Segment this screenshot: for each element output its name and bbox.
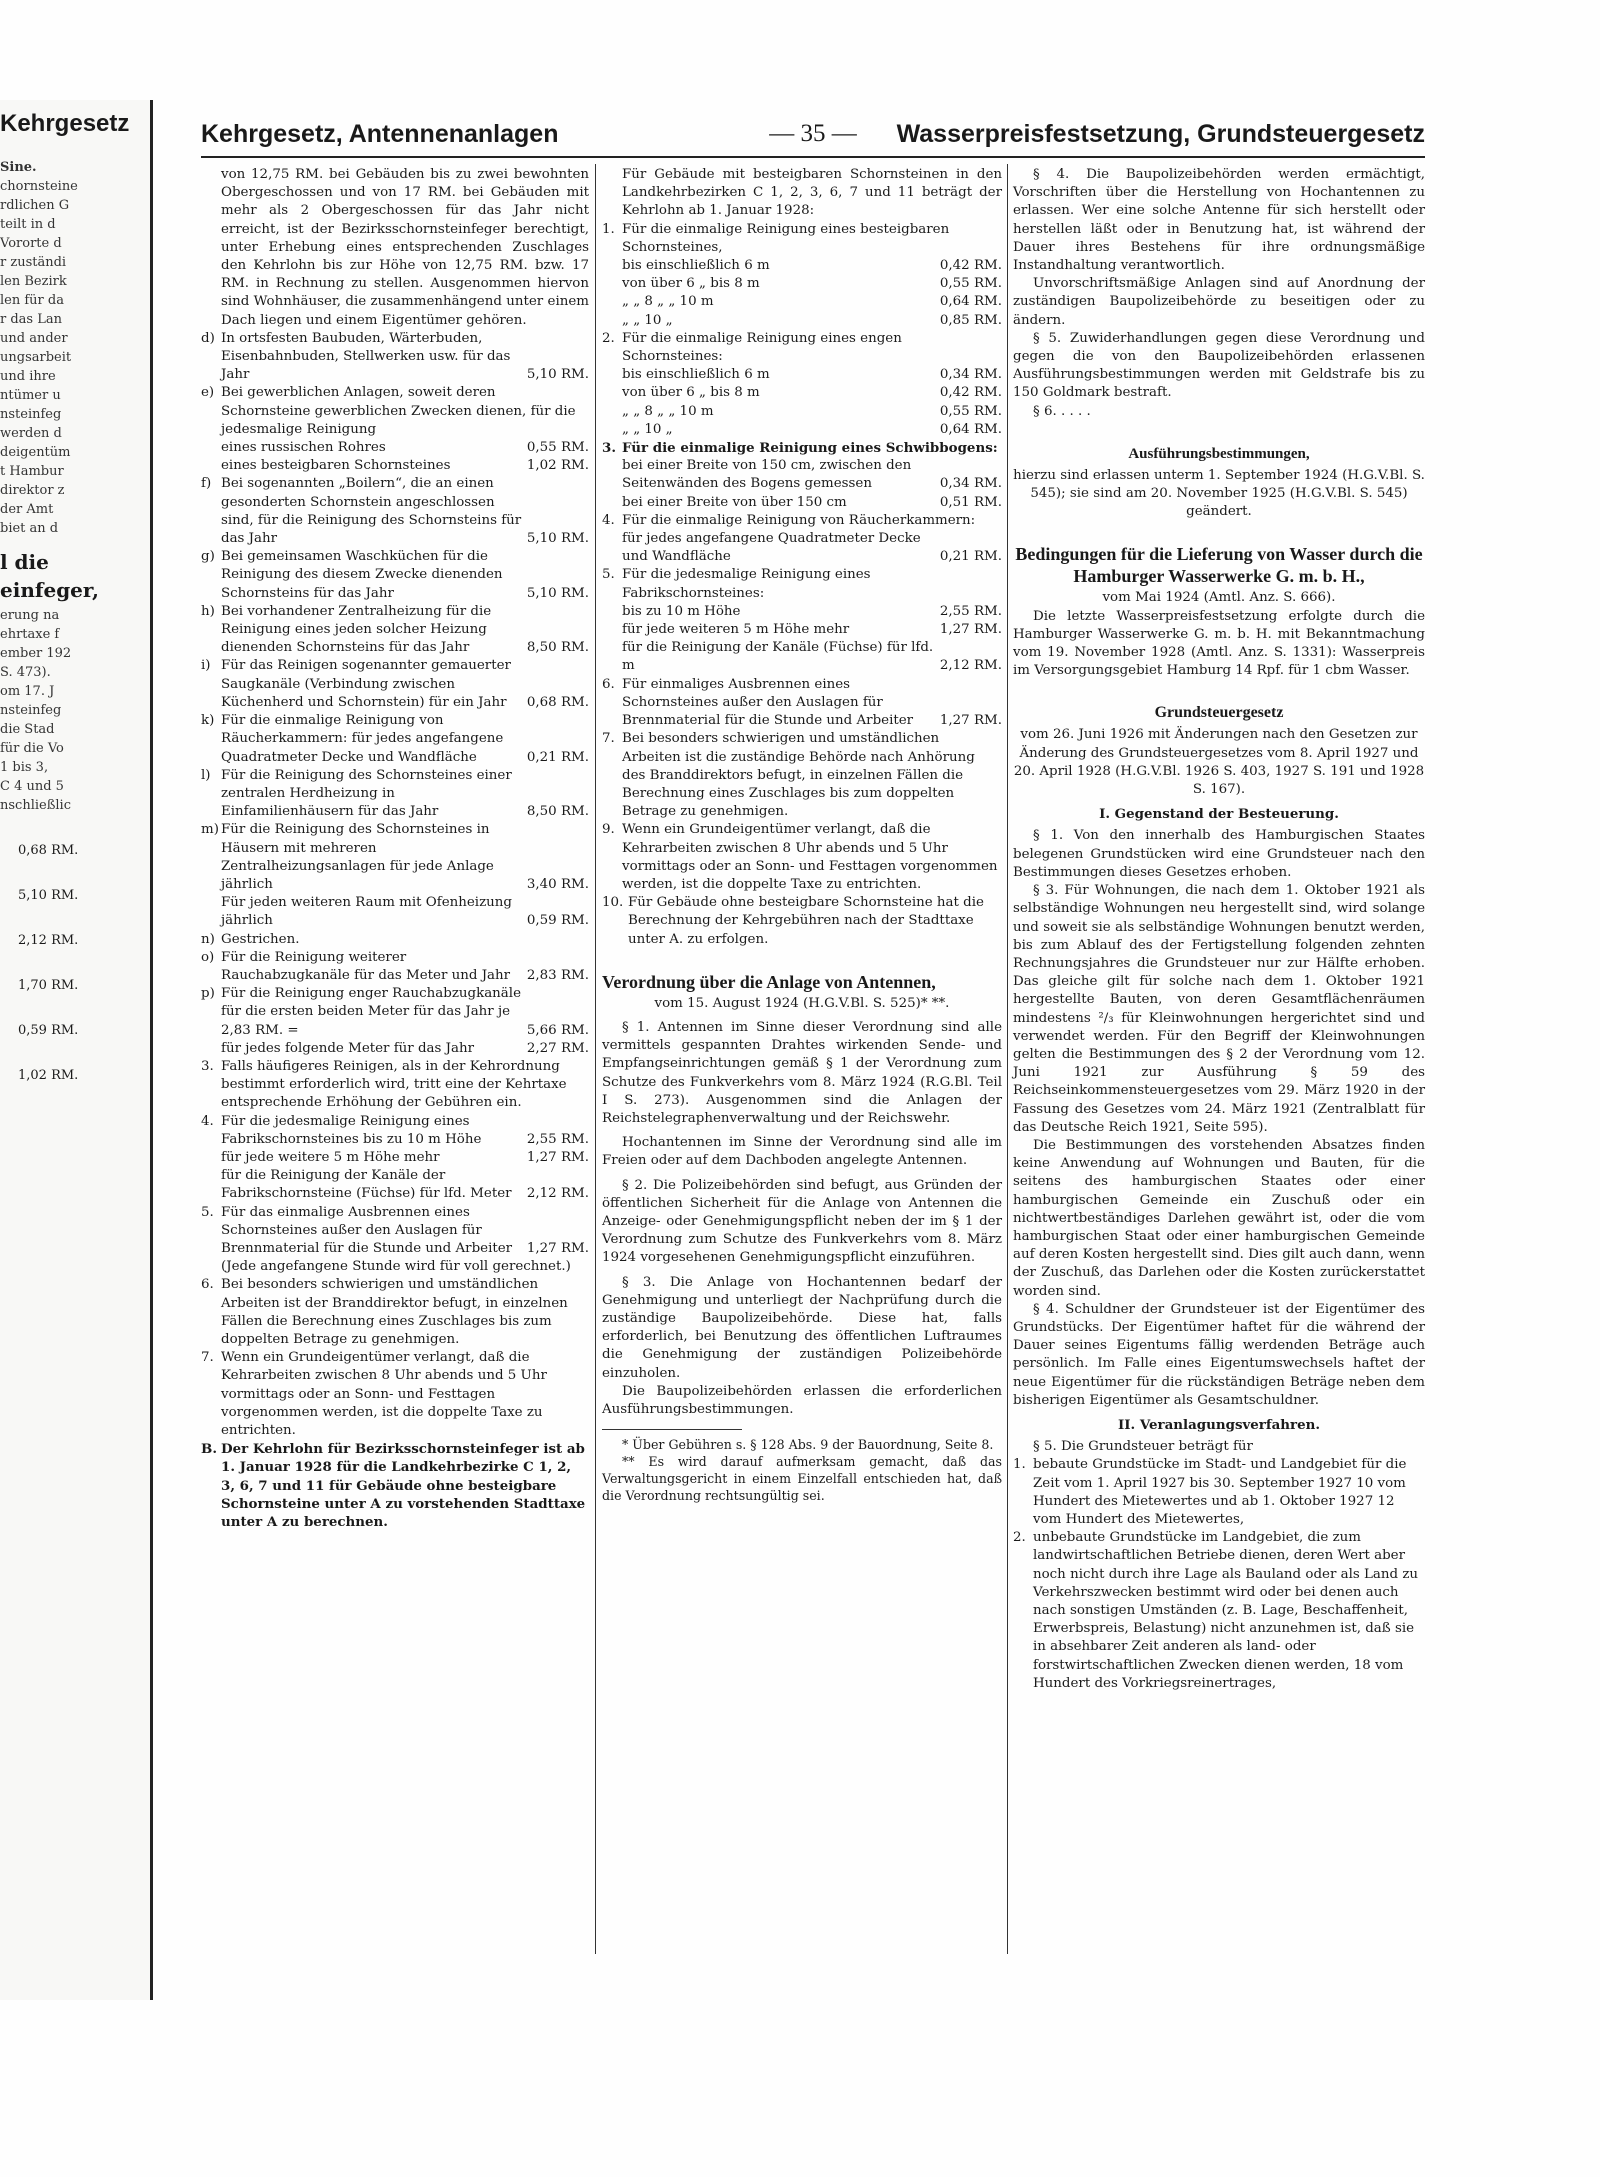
tariff-subitem xyxy=(201,1167,589,1203)
item-text: unbebaute Grundstücke im Landgebiet, die zum landwirtschaftlichen Betriebe dienen, deren Wert aber noch nicht durch ihre Lage als Bauland oder als Land zu Verkehrszwecken bestimmt wird oder bei denen auch nach sonstigen Umständen (z. B. Lage, Beschaffenheit, Erwerbspreis, Belastung) nicht anzunehmen ist, daß sie in absehbarer Zeit anderen als land- oder forstwirtschaftlichen Zwecken dienen werden, 18 vom Hundert des Vorkriegsreinertrages, xyxy=(1033,1530,1419,1691)
tariff-subitem xyxy=(602,621,1002,639)
adjacent-page-line: 0,59 RM. xyxy=(18,1023,79,1038)
item-label: h) xyxy=(201,603,215,619)
adjacent-page-line: 1,02 RM. xyxy=(18,1068,79,1083)
item-text: Bei gemeinsamen Waschküchen für die Reinigung des diesem Zwecke dienenden Schornsteins für das Jahr xyxy=(221,549,503,601)
item-text: Bei vorhandener Zentralheizung für die Reinigung eines jeden solcher Heizung dienenden Schornsteins für das Jahr xyxy=(221,603,492,656)
item-price: 5,66 RM. xyxy=(526,1022,589,1038)
item-label: g) xyxy=(201,549,215,565)
footnote-rule xyxy=(602,1429,742,1430)
tariff-subitem xyxy=(201,1149,589,1167)
item-price: 1,27 RM. xyxy=(526,1149,589,1165)
adjacent-page-line: chornsteine xyxy=(0,179,78,194)
adjacent-page-subhead: Sine. xyxy=(0,160,37,175)
adjacent-page-line: direktor z xyxy=(0,483,65,498)
adjacent-page-line: der Amt xyxy=(0,502,54,517)
document-page xyxy=(165,108,1425,2008)
paragraph: Die Bestimmungen des vorstehenden Absatzes finden keine Anwendung auf Wohnungen und Bauten, für die seitens des hamburgischen Staates oder einer hamburgischen Gemeinde ein Zuschuß oder ein nichtwertbeständiges Darlehen gewährt ist, oder die vom hamburgischen Staat oder einer hamburgischen Gemeinde auf deren Kosten hergestellt sind. Dies gilt auch dann, wenn der Zuschuß, das Darlehen oder die Kosten zurückerstattet worden sind. xyxy=(1013,1137,1425,1299)
section-title-grundsteuer: Grundsteuergesetz xyxy=(1154,704,1284,722)
item-text: In ortsfesten Baubuden, Wärterbuden, Eisenbahnbuden, Stellwerken usw. für das Jahr xyxy=(221,330,511,383)
paragraph: Unvorschriftsmäßige Anlagen sind auf Anordnung der zuständigen Baupolizeibehörde zu beseitigen oder zu ändern. xyxy=(1013,276,1425,328)
item-label: 3. xyxy=(201,1058,214,1074)
tariff-subitem xyxy=(602,457,1002,493)
section-note: hierzu sind erlassen unterm 1. September 1924 (H.G.V.Bl. S. 545); sie sind am 20. November 1925 (H.G.V.Bl. S. 545) geändert. xyxy=(1013,467,1425,520)
column-1 xyxy=(201,166,589,1531)
item-price: 1,02 RM. xyxy=(526,458,589,474)
adjacent-page-line: om 17. J xyxy=(0,684,55,699)
subsection-title: I. Gegenstand der Besteuerung. xyxy=(1099,806,1339,823)
adjacent-page-line: ehrtaxe f xyxy=(0,627,60,642)
paragraph: § 5. Zuwiderhandlungen gegen diese Verordnung und gegen die von den Baupolizeibehörden erlassenen Ausführungsbestimmungen werden mit Geldstrafe bis zu 150 Goldmark bestraft. xyxy=(1013,330,1425,401)
item-label: 1. xyxy=(1013,1457,1026,1473)
item-text: Für die Reinigung enger Rauchabzugkanäle für die ersten beiden Meter für das Jahr je 2,83 RM. = xyxy=(221,986,521,1038)
tariff-subitem xyxy=(602,366,1002,384)
paragraph: § 4. Schuldner der Grundsteuer ist der Eigentümer des Grundstücks. Der Eigentümer haftet für die während der Dauer seines Eigentums fällig werdenden Beträge auch persönlich. Im Falle eines Eigentumswechsels haftet der neue Eigentümer für die rückständigen Beträge neben dem bisherigen Eigentümer als Gesamtschuldner. xyxy=(1013,1301,1425,1408)
paragraph: § 6. . . . . xyxy=(1033,403,1091,419)
item-text: „ „ 10 „ xyxy=(622,312,673,328)
tariff-subitem xyxy=(602,384,1002,402)
paragraph: § 4. Die Baupolizeibehörden werden ermächtigt, Vorschriften über die Herstellung von Hochantennen zu erlassen. Wer eine solche Antenne für sich herstellt oder herstellen läßt oder in Benutzung hat, ist während der Dauer ihres Bestehens für ihre ordnungsmäßige Instandhaltung verantwortlich. xyxy=(1013,167,1425,274)
item-label: 2. xyxy=(602,330,615,346)
adjacent-page-header: Kehrgesetz xyxy=(0,110,130,137)
paragraph: § 3. Für Wohnungen, die nach dem 1. Oktober 1921 als selbständige Wohnungen neu hergestellt sind, wird solange und soweit sie als selbständige Wohnungen benutzt werden, bis zum Ablauf des der Fertigstellung folgenden zehnten Rechnungsjahres die Grundsteuer nur zur Hälfte erhoben. Das gleiche gilt für solche nach dem 1. Oktober 1921 hergestellte Bauten, von deren Gesamtflächenräumen mindestens ²/₃ für Kleinwohnungen hergerichtet sind und verwendet werden. Für den Begriff der Kleinwohnungen gelten die Bestimmungen des § 2 der Verordnung vom 12. Juni 1921 zur Ausführung § 59 des Reichseinkommensteuergesetzes vom 29. März 1920 in der Fassung des Gesetzes vom 24. März 1921 (Zentralblatt für das Deutsche Reich 1921, Seite 595). xyxy=(1013,883,1425,1135)
section-date: vom 15. August 1924 (H.G.V.Bl. S. 525)* **. xyxy=(654,995,950,1011)
list-item xyxy=(1013,1529,1425,1693)
item-price: 0,51 RM. xyxy=(939,494,1002,510)
item-text: eines russischen Rohres xyxy=(221,440,386,456)
paragraph: § 3. Die Anlage von Hochantennen bedarf der Genehmigung und unterliegt der Nachprüfung durch die zuständige Baupolizeibehörde. Diese hat, falls erforderlich, bei Benutzung des öffentlichen Luftraumes die Genehmigung der zuständigen Polizeibehörde einzuholen. xyxy=(602,1274,1002,1381)
item-label: 10. xyxy=(602,895,624,911)
adjacent-page-line: biet an d xyxy=(0,521,59,536)
adjacent-page-line: werden d xyxy=(0,426,62,441)
item-price: 0,42 RM. xyxy=(939,385,1002,401)
item-price: 0,55 RM. xyxy=(939,276,1002,292)
tariff-item-6 xyxy=(201,1276,589,1349)
tariff-subitem xyxy=(602,403,1002,421)
item-price: 0,85 RM. xyxy=(939,312,1002,328)
item-price: 0,64 RM. xyxy=(939,421,1002,437)
tariff-item-9 xyxy=(602,821,1002,894)
item-price: 0,55 RM. xyxy=(526,440,589,456)
item-label: 7. xyxy=(201,1350,214,1366)
tariff-item-m xyxy=(201,821,589,894)
item-price: 0,59 RM. xyxy=(526,913,589,929)
item-text: „ „ 8 „ „ 10 m xyxy=(622,294,714,310)
adjacent-page-lines xyxy=(0,177,150,538)
tariff-subitem xyxy=(602,421,1002,439)
section-date: vom 26. Juni 1926 mit Änderungen nach den Gesetzen zur Änderung des Grundsteuergesetzes vom 8. April 1927 und 20. April 1928 (H.G.V.Bl. 1926 S. 403, 1927 S. 191 und 1928 S. 167). xyxy=(1013,727,1425,798)
item-text: bebaute Grundstücke im Stadt- und Landgebiet für die Zeit vom 1. April 1927 bis 30. September 1927 10 vom Hundert des Mietewertes und ab 1. Oktober 1927 12 vom Hundert des Mietewertes, xyxy=(1033,1457,1407,1527)
item-text: für jede weiteren 5 m Höhe mehr xyxy=(622,622,850,638)
item-label: f) xyxy=(201,476,212,492)
item-price: 5,10 RM. xyxy=(526,585,589,601)
item-text: „ „ 8 „ „ 10 m xyxy=(622,403,714,419)
tariff-subitem xyxy=(602,312,1002,330)
item-text: „ „ 10 „ xyxy=(622,421,673,437)
item-label: 7. xyxy=(602,731,615,747)
item-text: Für die einmalige Reinigung eines engen Schornsteines: xyxy=(622,330,902,365)
paragraph: § 1. Antennen im Sinne dieser Verordnung sind alle vermittels gespannten Drahtes wirkenden Sende- und Empfangseinrichtungen gemäß § 1 der Verordnung zum Schutze des Funkverkehrs vom 8. März 1924 (R.G.Bl. Teil I S. 273). Ausgenommen sind die Anlagen der Reichstelegraphenverwaltung und der Reichswehr. xyxy=(602,1019,1002,1126)
item-label: o) xyxy=(201,949,215,965)
tariff-item-n xyxy=(201,931,589,949)
item-text: für jedes folgende Meter für das Jahr xyxy=(221,1040,475,1056)
tariff-subitem xyxy=(201,439,589,457)
tariff-item-B xyxy=(201,1440,589,1531)
tariff-subitem xyxy=(602,603,1002,621)
item-text: Für die jedesmalige Reinigung eines Fabrikschornsteines: xyxy=(622,567,871,601)
item-text: Für das einmalige Ausbrennen eines Schornsteines außer den Auslagen für Brennmaterial für die Stunde und Arbeiter xyxy=(221,1204,513,1256)
item-label: n) xyxy=(201,931,215,947)
tariff-item-l xyxy=(201,767,589,822)
adjacent-page-line: 5,10 RM. xyxy=(18,888,79,903)
item-text: für jedes angefangene Quadratmeter Decke und Wandfläche xyxy=(622,531,921,565)
adjacent-page-line: und ihre xyxy=(0,369,56,384)
item-price: 8,50 RM. xyxy=(526,640,589,656)
item-text: Bei gewerblichen Anlagen, soweit deren Schornsteine gewerblichen Zwecken dienen, für die jedesmalige Reinigung xyxy=(221,385,576,437)
item-price: 2,83 RM. xyxy=(526,967,589,983)
tariff-item-7 xyxy=(201,1349,589,1440)
header-left: Kehrgesetz, Antennenanlagen xyxy=(201,120,559,148)
adjacent-page-line: nsteinfeg xyxy=(0,407,62,422)
item-price: 2,55 RM. xyxy=(526,1131,589,1147)
column-divider xyxy=(1007,164,1008,1954)
adjacent-page-line: 1 bis 3, xyxy=(0,760,49,775)
item-price: 1,27 RM. xyxy=(939,622,1002,638)
item-price: 1,27 RM. xyxy=(526,1240,589,1256)
item-price: 0,42 RM. xyxy=(939,258,1002,274)
adjacent-page-line: len für da xyxy=(0,293,64,308)
adjacent-page-line: S. 473). xyxy=(0,665,51,680)
item-text: für jede weitere 5 m Höhe mehr xyxy=(221,1149,440,1165)
adjacent-page-line: r das Lan xyxy=(0,312,62,327)
adjacent-page-line: t Hambur xyxy=(0,464,64,479)
paragraph: Die Baupolizeibehörden erlassen die erforderlichen Ausführungsbestimmungen. xyxy=(602,1383,1002,1417)
tariff-item-f xyxy=(201,475,589,548)
tariff-subitem xyxy=(602,639,1002,675)
item-label: k) xyxy=(201,713,215,729)
adjacent-page-edge xyxy=(0,100,153,2000)
adjacent-page-line: Vororte d xyxy=(0,236,62,251)
item-text: Für einmaliges Ausbrennen eines Schornsteines außer den Auslagen für Brennmaterial für die Stunde und Arbeiter xyxy=(622,676,914,729)
item-text: von über 6 „ bis 8 m xyxy=(622,385,760,401)
tariff-item-5 xyxy=(201,1204,589,1259)
item-label: 5. xyxy=(602,567,615,583)
column-3 xyxy=(1013,166,1425,1693)
item-price: 5,10 RM. xyxy=(526,367,589,383)
item-text: Bei sogenannten „Boilern“, die an einen gesonderten Schornstein angeschlossen sind, für die Reinigung des Schornsteins für das Jahr xyxy=(221,476,522,547)
item-price: 0,34 RM. xyxy=(939,367,1002,383)
tariff-subitem xyxy=(602,530,1002,566)
adjacent-page-line: rdlichen G xyxy=(0,198,70,213)
item-text: bis zu 10 m Höhe xyxy=(622,603,741,619)
column-divider xyxy=(595,164,596,1954)
adjacent-page-line: nschließlic xyxy=(0,798,71,813)
paragraph: Für Gebäude mit besteigbaren Schornsteinen in den Landkehrbezirken C 1, 2, 3, 6, 7 und 11 beträgt der Kehrlohn ab 1. Januar 1928: xyxy=(622,167,1002,219)
item-label: 9. xyxy=(602,822,615,838)
item-text: Für die Reinigung des Schornsteines einer zentralen Herdheizung in Einfamilienhäusern für das Jahr xyxy=(221,767,512,820)
item-label: B. xyxy=(201,1441,217,1458)
item-label: 4. xyxy=(201,1113,214,1129)
tariff-subitem xyxy=(602,275,1002,293)
item-text: Der Kehrlohn für Bezirksschornsteinfeger ist ab 1. Januar 1928 für die Landkehrbezirke C 1, 2, 3, 6, 7 und 11 für Gebäude ohne besteigbare Schornsteine unter A zu vorstehenden Stadttaxe unter A zu berechnen. xyxy=(221,1441,586,1531)
item-label: 2. xyxy=(1013,1530,1026,1546)
tariff-item-e xyxy=(201,384,589,439)
adjacent-page-title-2: einfeger, xyxy=(0,578,99,602)
item-text: Wenn ein Grundeigentümer verlangt, daß die Kehrarbeiten zwischen 8 Uhr abends und 5 Uhr vormittags oder an Sonn- und Festtagen vorgenommen werden, ist die doppelte Taxe zu entrichten. xyxy=(221,1350,547,1439)
tariff-item-g xyxy=(201,548,589,603)
tariff-item-3 xyxy=(602,439,1002,457)
adjacent-page-line: ungsarbeit xyxy=(0,350,72,365)
tariff-subitem xyxy=(602,257,1002,275)
item-label: e) xyxy=(201,385,215,401)
item-label: 6. xyxy=(602,676,615,692)
paragraph: von 12,75 RM. bei Gebäuden bis zu zwei bewohnten Obergeschossen und von 17 RM. bei Gebäuden mit mehr als 2 Obergeschossen für das Jahr nicht erreicht, ist der Bezirksschornsteinfeger berechtigt, unter Erhebung eines entsprechenden Zuschlages den Kehrlohn bis zur Höhe von 12,75 RM. bzw. 17 RM. in Rechnung zu stellen. Ausgenommen hiervon sind Wohnhäuser, die zusammenhängend unter einem Dach liegen und einem Eigentümer gehören. xyxy=(221,167,589,328)
paragraph: § 1. Von den innerhalb des Hamburgischen Staates belegenen Grundstücken wird eine Grundsteuer nach den Bestimmungen dieses Gesetzes erhoben. xyxy=(1013,828,1425,880)
footnote: * Über Gebühren s. § 128 Abs. 9 der Bauordnung, Seite 8. xyxy=(622,1437,994,1453)
item-text: Für die jedesmalige Reinigung eines Fabrikschornsteines bis zu 10 m Höhe xyxy=(221,1113,482,1147)
item-label: m) xyxy=(201,822,219,838)
paragraph: § 5. Die Grundsteuer beträgt für xyxy=(1033,1439,1253,1455)
item-text: Wenn ein Grundeigentümer verlangt, daß die Kehrarbeiten zwischen 8 Uhr abends und 5 Uhr vormittags oder an Sonn- und Festtagen vorgenommen werden, ist die doppelte Taxe zu entrichten. xyxy=(622,822,998,892)
adjacent-page-line: 0,68 RM. xyxy=(18,843,79,858)
item-text: für die Reinigung der Kanäle der Fabrikschornsteine (Füchse) für lfd. Meter xyxy=(221,1168,512,1202)
item-label: 4. xyxy=(602,512,615,528)
adjacent-page-line: deigentüm xyxy=(0,445,71,460)
item-text: Für jeden weiteren Raum mit Ofenheizung jährlich xyxy=(221,895,512,929)
tariff-item-4 xyxy=(201,1113,589,1149)
adjacent-page-title: l die xyxy=(0,550,49,574)
adjacent-page-line: für die Vo xyxy=(0,741,64,756)
item-text: von über 6 „ bis 8 m xyxy=(622,276,760,292)
item-text: Falls häufigeres Reinigen, als in der Kehrordnung bestimmt erforderlich wird, tritt eine der Kehrtaxe entsprechende Erhöhung der Gebühren ein. xyxy=(221,1058,567,1111)
item-label: i) xyxy=(201,658,211,674)
subsection-title: II. Veranlagungsverfahren. xyxy=(1118,1416,1320,1433)
tariff-subitem xyxy=(602,494,1002,512)
tariff-item-o xyxy=(201,949,589,985)
item-text: Bei besonders schwierigen und umständlichen Arbeiten ist die zuständige Behörde nach Anhörung des Branddirektors befugt, in einzelnen Fällen die Berechnung eines Zuschlages bis zum doppelten Betrage zu genehmigen. xyxy=(622,731,975,820)
paragraph: Hochantennen im Sinne der Verordnung sind alle im Freien oder auf dem Dachboden angelegte Antennen. xyxy=(602,1135,1002,1169)
adjacent-page-line: teilt in d xyxy=(0,217,56,232)
tariff-item-4 xyxy=(602,512,1002,530)
section-title-antennas: Verordnung über die Anlage von Antennen, xyxy=(602,971,936,992)
tariff-item-2 xyxy=(602,330,1002,366)
item-label: 6. xyxy=(201,1277,214,1293)
item-text: für die Reinigung der Kanäle (Füchse) für lfd. m xyxy=(622,640,934,674)
adjacent-page-line: 1,70 RM. xyxy=(18,978,79,993)
tariff-subitem xyxy=(201,457,589,475)
item-label: 5. xyxy=(201,1204,214,1220)
item-price: 2,27 RM. xyxy=(526,1040,589,1056)
item-text: bis einschließlich 6 m xyxy=(622,258,770,274)
item-price: 2,12 RM. xyxy=(939,658,1002,674)
item-label: 1. xyxy=(602,221,615,237)
paragraph: Die letzte Wasserpreisfestsetzung erfolgte durch die Hamburger Wasserwerke G. m. b. H. mit Bekanntmachung vom 19. November 1928 (Amtl. Anz. S. 1331): Wasserpreis im Versorgungsgebiet Hamburg 14 Rpf. für 1 cbm Wasser. xyxy=(1013,608,1425,679)
item-text: Für die einmalige Reinigung von Räucherkammern: xyxy=(622,512,976,528)
item-text: Für die Reinigung des Schornsteines in Häusern mit mehreren Zentralheizungsanlagen für jede Anlage jährlich xyxy=(221,822,494,892)
column-2 xyxy=(602,166,1002,1504)
item-price: 2,12 RM. xyxy=(526,1186,589,1202)
item-price: 0,64 RM. xyxy=(939,294,1002,310)
header-right: Wasserpreisfestsetzung, Grundsteuergesetz xyxy=(896,120,1425,148)
item-price: 0,55 RM. xyxy=(939,403,1002,419)
item-text: Für das Reinigen sogenannter gemauerter Saugkanäle (Verbindung zwischen Küchenherd und Schornstein) für ein Jahr xyxy=(221,658,511,710)
item-note: (Jede angefangene Stunde wird für voll gerechnet.) xyxy=(221,1259,571,1275)
adjacent-page-line: ntümer u xyxy=(0,388,61,403)
item-price: 0,21 RM. xyxy=(526,749,589,765)
item-text: bei einer Breite von 150 cm, zwischen den Seitenwänden des Bogens gemessen xyxy=(622,458,912,492)
item-price: 3,40 RM. xyxy=(526,876,589,892)
item-text: Für die einmalige Reinigung eines Schwibbogens: xyxy=(622,440,998,457)
adjacent-page-line: die Stad xyxy=(0,722,55,737)
tariff-item-i xyxy=(201,657,589,712)
item-price: 5,10 RM. xyxy=(526,531,589,547)
tariff-item-d xyxy=(201,330,589,385)
tariff-subitem xyxy=(602,293,1002,311)
adjacent-page-line: r zuständi xyxy=(0,255,67,270)
tariff-item-6 xyxy=(602,676,1002,731)
item-price: 1,27 RM. xyxy=(939,713,1002,729)
tariff-item-1 xyxy=(602,221,1002,257)
section-title-wasser: Bedingungen für die Lieferung von Wasser durch die Hamburger Wasserwerke G. m. b. H., xyxy=(1015,544,1423,587)
item-price: 0,21 RM. xyxy=(939,549,1002,565)
tariff-item-p xyxy=(201,985,589,1040)
tariff-item-10 xyxy=(602,894,1002,949)
tariff-subitem xyxy=(201,894,589,930)
adjacent-page-lines-2 xyxy=(0,606,150,815)
item-price: 2,55 RM. xyxy=(939,603,1002,619)
paragraph: § 2. Die Polizeibehörden sind befugt, aus Gründen der öffentlichen Sicherheit für die Anlage von Antennen die Anzeige- oder Genehmigungspflicht neben der im § 1 der Verordnung zum Schutze des Funkverkehrs vom 8. März 1924 vorgesehenen Genehmigungspflicht einzuführen. xyxy=(602,1177,1002,1266)
adjacent-page-line: ember 192 xyxy=(0,646,72,661)
footnote: ** Es wird darauf aufmerksam gemacht, daß das Verwaltungsgericht in einem Einzelfall entschieden hat, daß die Verordnung rechtsungültig sei. xyxy=(602,1454,1002,1504)
item-text: Für Gebäude ohne besteigbare Schornsteine hat die Berechnung der Kehrgebühren nach der Stadttaxe unter A. zu erfolgen. xyxy=(628,895,984,947)
adjacent-page-line: nsteinfeg xyxy=(0,703,62,718)
item-label: 3. xyxy=(602,440,616,457)
item-text: bis einschließlich 6 m xyxy=(622,367,770,383)
tariff-item-h xyxy=(201,603,589,658)
list-item xyxy=(1013,1456,1425,1529)
item-price: 0,68 RM. xyxy=(526,694,589,710)
item-text: Gestrichen. xyxy=(221,931,300,947)
adjacent-page-line: 2,12 RM. xyxy=(18,933,79,948)
item-text: eines besteigbaren Schornsteines xyxy=(221,458,451,474)
item-text: Für die einmalige Reinigung von Räucherkammern: für jedes angefangene Quadratmeter Decke und Wandfläche xyxy=(221,713,504,765)
page-header xyxy=(201,120,1425,158)
tariff-item-k xyxy=(201,712,589,767)
adjacent-page-line: C 4 und 5 xyxy=(0,779,64,794)
tariff-item-5 xyxy=(602,566,1002,602)
section-title-ausfuehrung: Ausführungsbestimmungen, xyxy=(1128,445,1310,462)
tariff-item-7 xyxy=(602,730,1002,821)
page-number: — 35 — xyxy=(769,120,857,147)
adjacent-page-line: erung na xyxy=(0,608,60,623)
tariff-subitem xyxy=(201,1040,589,1058)
item-text: Bei besonders schwierigen und umständlichen Arbeiten ist der Branddirektor befugt, in einzelnen Fällen die Berechnung eines Zuschlages bis zum doppelten Betrage zu genehmigen. xyxy=(221,1277,568,1347)
item-label: p) xyxy=(201,986,215,1002)
item-price: 8,50 RM. xyxy=(526,804,589,820)
adjacent-page-prices xyxy=(0,841,150,1085)
item-price: 0,34 RM. xyxy=(939,476,1002,492)
item-text: bei einer Breite von über 150 cm xyxy=(622,494,847,510)
item-label: l) xyxy=(201,767,211,783)
adjacent-page-line: len Bezirk xyxy=(0,274,67,289)
tariff-item-3 xyxy=(201,1058,589,1113)
item-text: Für die einmalige Reinigung eines besteigbaren Schornsteines, xyxy=(622,221,950,255)
item-text: Für die Reinigung weiterer Rauchabzugkanäle für das Meter und Jahr xyxy=(221,949,511,983)
adjacent-page-line: und ander xyxy=(0,331,68,346)
section-date: vom Mai 1924 (Amtl. Anz. S. 666). xyxy=(1102,590,1336,606)
item-label: d) xyxy=(201,330,215,346)
